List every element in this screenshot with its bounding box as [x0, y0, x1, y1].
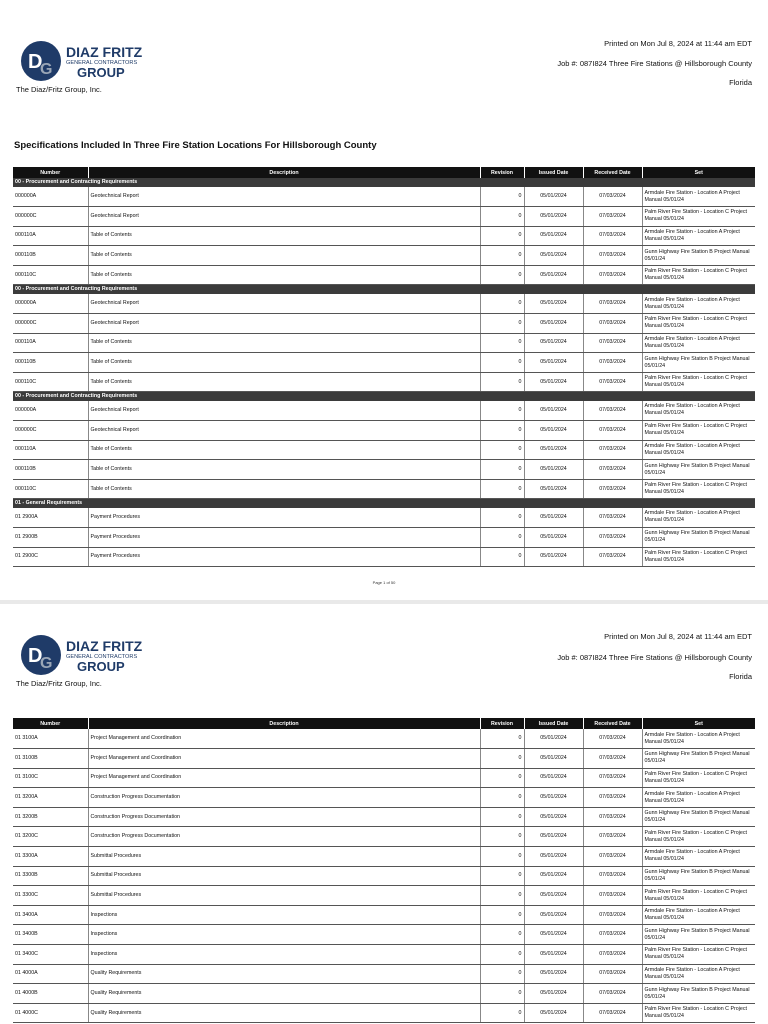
spec-number-cell: 01 3400B: [13, 925, 88, 945]
set-cell: Armdale Fire Station - Location A Project Manual 05/01/24: [642, 294, 755, 314]
set-cell: Gunn Highway Fire Station B Project Manual 05/01/24: [642, 807, 755, 827]
group-label: 01 - General Requirements: [13, 499, 755, 508]
received-date-cell: 07/03/2024: [583, 547, 642, 567]
revision-cell: 0: [480, 749, 524, 769]
received-date-cell: 07/03/2024: [583, 460, 642, 480]
spec-number-cell: 01 3100C: [13, 768, 88, 788]
group-header-row: [13, 392, 755, 401]
issued-date-cell: 05/01/2024: [524, 353, 583, 373]
table-row: [13, 508, 755, 528]
table-row: [13, 187, 755, 207]
group-label: 00 - Procurement and Contracting Requirements: [13, 285, 755, 294]
table-row: [13, 749, 755, 769]
description-cell: Construction Progress Documentation: [88, 827, 480, 847]
set-cell: Armdale Fire Station - Location A Project Manual 05/01/24: [642, 729, 755, 749]
received-date-cell: 07/03/2024: [583, 749, 642, 769]
revision-cell: 0: [480, 314, 524, 334]
set-cell: Armdale Fire Station - Location A Project Manual 05/01/24: [642, 226, 755, 246]
received-date-cell: 07/03/2024: [583, 964, 642, 984]
revision-cell: 0: [480, 353, 524, 373]
set-cell: Armdale Fire Station - Location A Project Manual 05/01/24: [642, 187, 755, 207]
spec-number-cell: 000110C: [13, 479, 88, 499]
column-header: Revision: [480, 718, 524, 729]
issued-date-cell: 05/01/2024: [524, 314, 583, 334]
description-cell: Project Management and Coordination: [88, 768, 480, 788]
revision-cell: 0: [480, 440, 524, 460]
issued-date-cell: 05/01/2024: [524, 246, 583, 266]
table-row: [13, 768, 755, 788]
report-page-2: [0, 604, 768, 1024]
logo-line2: GENERAL CONTRACTORS: [66, 60, 138, 66]
issued-date-cell: 05/01/2024: [524, 547, 583, 567]
issued-date-cell: 05/01/2024: [524, 528, 583, 548]
received-date-cell: 07/03/2024: [583, 827, 642, 847]
received-date-cell: 07/03/2024: [583, 207, 642, 227]
group-header-row: [13, 178, 755, 187]
issued-date-cell: 05/01/2024: [524, 333, 583, 353]
spec-number-cell: 01 2900B: [13, 528, 88, 548]
spec-number-cell: 000110B: [13, 460, 88, 480]
received-date-cell: 07/03/2024: [583, 421, 642, 441]
set-cell: Palm River Fire Station - Location C Project Manual 05/01/24: [642, 1003, 755, 1023]
description-cell: Project Management and Coordination: [88, 749, 480, 769]
revision-cell: 0: [480, 479, 524, 499]
description-cell: Table of Contents: [88, 265, 480, 285]
issued-date-cell: 05/01/2024: [524, 265, 583, 285]
page-number: Page 1 of 50: [372, 580, 396, 585]
set-cell: Armdale Fire Station - Location A Project Manual 05/01/24: [642, 508, 755, 528]
spec-number-cell: 000000C: [13, 207, 88, 227]
table-row: [13, 479, 755, 499]
column-header: Revision: [480, 167, 524, 178]
set-cell: Armdale Fire Station - Location A Project Manual 05/01/24: [642, 788, 755, 808]
description-cell: Quality Requirements: [88, 1003, 480, 1023]
description-cell: Table of Contents: [88, 372, 480, 392]
set-cell: Gunn Highway Fire Station B Project Manual 05/01/24: [642, 246, 755, 266]
revision-cell: 0: [480, 460, 524, 480]
spec-number-cell: 000110A: [13, 333, 88, 353]
spec-number-cell: 000110B: [13, 353, 88, 373]
revision-cell: 0: [480, 964, 524, 984]
company-name: The Diaz/Fritz Group, Inc.: [16, 679, 102, 688]
description-cell: Table of Contents: [88, 353, 480, 373]
svg-text:G: G: [40, 61, 53, 78]
column-header: Issued Date: [524, 167, 583, 178]
received-date-cell: 07/03/2024: [583, 866, 642, 886]
issued-date-cell: 05/01/2024: [524, 187, 583, 207]
received-date-cell: 07/03/2024: [583, 945, 642, 965]
spec-number-cell: 01 3100B: [13, 749, 88, 769]
received-date-cell: 07/03/2024: [583, 265, 642, 285]
revision-cell: 0: [480, 528, 524, 548]
revision-cell: 0: [480, 333, 524, 353]
table-row: [13, 440, 755, 460]
set-cell: Gunn Highway Fire Station B Project Manual 05/01/24: [642, 460, 755, 480]
revision-cell: 0: [480, 547, 524, 567]
issued-date-cell: 05/01/2024: [524, 984, 583, 1004]
table-header-row: [13, 718, 755, 729]
description-cell: Geotechnical Report: [88, 187, 480, 207]
revision-cell: 0: [480, 945, 524, 965]
table-row: [13, 372, 755, 392]
spec-number-cell: 000000A: [13, 187, 88, 207]
description-cell: Inspections: [88, 905, 480, 925]
table-row: [13, 401, 755, 421]
spec-number-cell: 000000A: [13, 294, 88, 314]
table-row: [13, 528, 755, 548]
revision-cell: 0: [480, 265, 524, 285]
table-row: [13, 866, 755, 886]
received-date-cell: 07/03/2024: [583, 401, 642, 421]
revision-cell: 0: [480, 508, 524, 528]
column-header: Issued Date: [524, 718, 583, 729]
description-cell: Quality Requirements: [88, 984, 480, 1004]
revision-cell: 0: [480, 984, 524, 1004]
group-label: 00 - Procurement and Contracting Requirements: [13, 392, 755, 401]
revision-cell: 0: [480, 207, 524, 227]
set-cell: Palm River Fire Station - Location C Project Manual 05/01/24: [642, 207, 755, 227]
spec-number-cell: 01 3400C: [13, 945, 88, 965]
description-cell: Table of Contents: [88, 226, 480, 246]
table-row: [13, 905, 755, 925]
description-cell: Payment Procedures: [88, 547, 480, 567]
diaz-fritz-logo: [20, 38, 160, 84]
received-date-cell: 07/03/2024: [583, 807, 642, 827]
issued-date-cell: 05/01/2024: [524, 226, 583, 246]
job-number: Job #: 087I824 Three Fire Stations @ Hillsborough County: [557, 59, 752, 68]
revision-cell: 0: [480, 421, 524, 441]
svg-text:D: D: [28, 51, 43, 73]
revision-cell: 0: [480, 905, 524, 925]
set-cell: Palm River Fire Station - Location C Project Manual 05/01/24: [642, 886, 755, 906]
set-cell: Palm River Fire Station - Location C Project Manual 05/01/24: [642, 372, 755, 392]
svg-text:G: G: [40, 655, 53, 672]
diaz-fritz-logo: [20, 632, 160, 678]
logo-line1: DIAZ FRITZ: [66, 638, 143, 654]
revision-cell: 0: [480, 294, 524, 314]
set-cell: Palm River Fire Station - Location C Project Manual 05/01/24: [642, 479, 755, 499]
description-cell: Inspections: [88, 925, 480, 945]
revision-cell: 0: [480, 401, 524, 421]
description-cell: Inspections: [88, 945, 480, 965]
spec-number-cell: 01 3400A: [13, 905, 88, 925]
logo-line2: GENERAL CONTRACTORS: [66, 654, 138, 660]
issued-date-cell: 05/01/2024: [524, 372, 583, 392]
table-header-row: [13, 167, 755, 178]
issued-date-cell: 05/01/2024: [524, 401, 583, 421]
spec-table-page-1: [13, 167, 755, 567]
set-cell: Armdale Fire Station - Location A Project Manual 05/01/24: [642, 401, 755, 421]
column-header: Number: [13, 167, 88, 178]
spec-number-cell: 000000C: [13, 421, 88, 441]
received-date-cell: 07/03/2024: [583, 353, 642, 373]
job-number: Job #: 087I824 Three Fire Stations @ Hillsborough County: [557, 653, 752, 662]
set-cell: Gunn Highway Fire Station B Project Manual 05/01/24: [642, 528, 755, 548]
description-cell: Submittal Procedures: [88, 866, 480, 886]
svg-text:D: D: [28, 645, 43, 667]
table-row: [13, 246, 755, 266]
issued-date-cell: 05/01/2024: [524, 460, 583, 480]
set-cell: Armdale Fire Station - Location A Project Manual 05/01/24: [642, 333, 755, 353]
revision-cell: 0: [480, 807, 524, 827]
description-cell: Geotechnical Report: [88, 421, 480, 441]
received-date-cell: 07/03/2024: [583, 847, 642, 867]
revision-cell: 0: [480, 226, 524, 246]
set-cell: Gunn Highway Fire Station B Project Manual 05/01/24: [642, 984, 755, 1004]
spec-number-cell: 01 4000B: [13, 984, 88, 1004]
table-row: [13, 265, 755, 285]
issued-date-cell: 05/01/2024: [524, 440, 583, 460]
spec-number-cell: 01 4000A: [13, 964, 88, 984]
spec-number-cell: 01 3200B: [13, 807, 88, 827]
description-cell: Quality Requirements: [88, 964, 480, 984]
set-cell: Gunn Highway Fire Station B Project Manual 05/01/24: [642, 749, 755, 769]
set-cell: Armdale Fire Station - Location A Project Manual 05/01/24: [642, 440, 755, 460]
received-date-cell: 07/03/2024: [583, 314, 642, 334]
revision-cell: 0: [480, 729, 524, 749]
table-row: [13, 207, 755, 227]
issued-date-cell: 05/01/2024: [524, 768, 583, 788]
spec-table-page-2: [13, 718, 755, 1023]
received-date-cell: 07/03/2024: [583, 226, 642, 246]
issued-date-cell: 05/01/2024: [524, 807, 583, 827]
received-date-cell: 07/03/2024: [583, 187, 642, 207]
table-row: [13, 460, 755, 480]
issued-date-cell: 05/01/2024: [524, 294, 583, 314]
column-header: Description: [88, 718, 480, 729]
report-title: Specifications Included In Three Fire Station Locations For Hillsborough County: [14, 140, 377, 151]
issued-date-cell: 05/01/2024: [524, 729, 583, 749]
issued-date-cell: 05/01/2024: [524, 508, 583, 528]
issued-date-cell: 05/01/2024: [524, 421, 583, 441]
table-row: [13, 886, 755, 906]
revision-cell: 0: [480, 788, 524, 808]
received-date-cell: 07/03/2024: [583, 246, 642, 266]
description-cell: Payment Procedures: [88, 508, 480, 528]
issued-date-cell: 05/01/2024: [524, 749, 583, 769]
spec-number-cell: 01 3100A: [13, 729, 88, 749]
table-row: [13, 314, 755, 334]
spec-number-cell: 01 4000C: [13, 1003, 88, 1023]
spec-number-cell: 000110B: [13, 246, 88, 266]
column-header: Received Date: [583, 167, 642, 178]
received-date-cell: 07/03/2024: [583, 905, 642, 925]
column-header: Description: [88, 167, 480, 178]
table-row: [13, 294, 755, 314]
issued-date-cell: 05/01/2024: [524, 827, 583, 847]
table-row: [13, 729, 755, 749]
description-cell: Geotechnical Report: [88, 294, 480, 314]
received-date-cell: 07/03/2024: [583, 508, 642, 528]
set-cell: Palm River Fire Station - Location C Project Manual 05/01/24: [642, 827, 755, 847]
set-cell: Armdale Fire Station - Location A Project Manual 05/01/24: [642, 964, 755, 984]
description-cell: Table of Contents: [88, 333, 480, 353]
description-cell: Geotechnical Report: [88, 401, 480, 421]
received-date-cell: 07/03/2024: [583, 528, 642, 548]
description-cell: Table of Contents: [88, 460, 480, 480]
table-row: [13, 421, 755, 441]
revision-cell: 0: [480, 246, 524, 266]
spec-number-cell: 01 2900A: [13, 508, 88, 528]
set-cell: Palm River Fire Station - Location C Project Manual 05/01/24: [642, 945, 755, 965]
set-cell: Gunn Highway Fire Station B Project Manual 05/01/24: [642, 925, 755, 945]
description-cell: Table of Contents: [88, 246, 480, 266]
revision-cell: 0: [480, 847, 524, 867]
set-cell: Palm River Fire Station - Location C Project Manual 05/01/24: [642, 768, 755, 788]
issued-date-cell: 05/01/2024: [524, 1003, 583, 1023]
spec-number-cell: 01 3200C: [13, 827, 88, 847]
table-row: [13, 964, 755, 984]
received-date-cell: 07/03/2024: [583, 294, 642, 314]
table-row: [13, 847, 755, 867]
issued-date-cell: 05/01/2024: [524, 479, 583, 499]
spec-number-cell: 000000C: [13, 314, 88, 334]
received-date-cell: 07/03/2024: [583, 372, 642, 392]
received-date-cell: 07/03/2024: [583, 886, 642, 906]
issued-date-cell: 05/01/2024: [524, 925, 583, 945]
column-header: Set: [642, 167, 755, 178]
job-state: Florida: [729, 672, 752, 681]
revision-cell: 0: [480, 827, 524, 847]
set-cell: Gunn Highway Fire Station B Project Manual 05/01/24: [642, 353, 755, 373]
received-date-cell: 07/03/2024: [583, 984, 642, 1004]
received-date-cell: 07/03/2024: [583, 768, 642, 788]
issued-date-cell: 05/01/2024: [524, 945, 583, 965]
table-row: [13, 547, 755, 567]
description-cell: Geotechnical Report: [88, 314, 480, 334]
spec-number-cell: 000110A: [13, 226, 88, 246]
revision-cell: 0: [480, 187, 524, 207]
company-name: The Diaz/Fritz Group, Inc.: [16, 85, 102, 94]
logo-line3: GROUP: [77, 65, 125, 80]
revision-cell: 0: [480, 866, 524, 886]
set-cell: Palm River Fire Station - Location C Project Manual 05/01/24: [642, 265, 755, 285]
description-cell: Construction Progress Documentation: [88, 807, 480, 827]
revision-cell: 0: [480, 925, 524, 945]
description-cell: Geotechnical Report: [88, 207, 480, 227]
set-cell: Armdale Fire Station - Location A Project Manual 05/01/24: [642, 905, 755, 925]
received-date-cell: 07/03/2024: [583, 479, 642, 499]
table-row: [13, 984, 755, 1004]
issued-date-cell: 05/01/2024: [524, 207, 583, 227]
set-cell: Palm River Fire Station - Location C Project Manual 05/01/24: [642, 421, 755, 441]
table-row: [13, 827, 755, 847]
table-row: [13, 333, 755, 353]
group-header-row: [13, 285, 755, 294]
issued-date-cell: 05/01/2024: [524, 886, 583, 906]
description-cell: Table of Contents: [88, 479, 480, 499]
revision-cell: 0: [480, 886, 524, 906]
spec-number-cell: 01 3300C: [13, 886, 88, 906]
job-state: Florida: [729, 78, 752, 87]
issued-date-cell: 05/01/2024: [524, 905, 583, 925]
set-cell: Armdale Fire Station - Location A Project Manual 05/01/24: [642, 847, 755, 867]
received-date-cell: 07/03/2024: [583, 788, 642, 808]
table-row: [13, 226, 755, 246]
description-cell: Construction Progress Documentation: [88, 788, 480, 808]
table-row: [13, 925, 755, 945]
issued-date-cell: 05/01/2024: [524, 788, 583, 808]
spec-number-cell: 01 3300B: [13, 866, 88, 886]
received-date-cell: 07/03/2024: [583, 440, 642, 460]
table-row: [13, 807, 755, 827]
printed-date: Printed on Mon Jul 8, 2024 at 11:44 am EDT: [604, 632, 752, 641]
logo-line3: GROUP: [77, 659, 125, 674]
revision-cell: 0: [480, 372, 524, 392]
received-date-cell: 07/03/2024: [583, 1003, 642, 1023]
description-cell: Project Management and Coordination: [88, 729, 480, 749]
group-header-row: [13, 499, 755, 508]
column-header: Number: [13, 718, 88, 729]
set-cell: Palm River Fire Station - Location C Project Manual 05/01/24: [642, 547, 755, 567]
spec-number-cell: 01 3200A: [13, 788, 88, 808]
logo-line1: DIAZ FRITZ: [66, 44, 143, 60]
spec-number-cell: 000110C: [13, 265, 88, 285]
spec-number-cell: 01 3300A: [13, 847, 88, 867]
issued-date-cell: 05/01/2024: [524, 866, 583, 886]
spec-number-cell: 000000A: [13, 401, 88, 421]
received-date-cell: 07/03/2024: [583, 729, 642, 749]
spec-number-cell: 01 2900C: [13, 547, 88, 567]
spec-number-cell: 000110C: [13, 372, 88, 392]
column-header: Received Date: [583, 718, 642, 729]
table-row: [13, 1003, 755, 1023]
set-cell: Gunn Highway Fire Station B Project Manual 05/01/24: [642, 866, 755, 886]
table-row: [13, 353, 755, 373]
column-header: Set: [642, 718, 755, 729]
description-cell: Table of Contents: [88, 440, 480, 460]
spec-number-cell: 000110A: [13, 440, 88, 460]
issued-date-cell: 05/01/2024: [524, 847, 583, 867]
revision-cell: 0: [480, 1003, 524, 1023]
table-row: [13, 945, 755, 965]
description-cell: Submittal Procedures: [88, 886, 480, 906]
received-date-cell: 07/03/2024: [583, 925, 642, 945]
set-cell: Palm River Fire Station - Location C Project Manual 05/01/24: [642, 314, 755, 334]
description-cell: Submittal Procedures: [88, 847, 480, 867]
table-row: [13, 788, 755, 808]
received-date-cell: 07/03/2024: [583, 333, 642, 353]
group-label: 00 - Procurement and Contracting Requirements: [13, 178, 755, 187]
revision-cell: 0: [480, 768, 524, 788]
printed-date: Printed on Mon Jul 8, 2024 at 11:44 am EDT: [604, 39, 752, 48]
description-cell: Payment Procedures: [88, 528, 480, 548]
issued-date-cell: 05/01/2024: [524, 964, 583, 984]
